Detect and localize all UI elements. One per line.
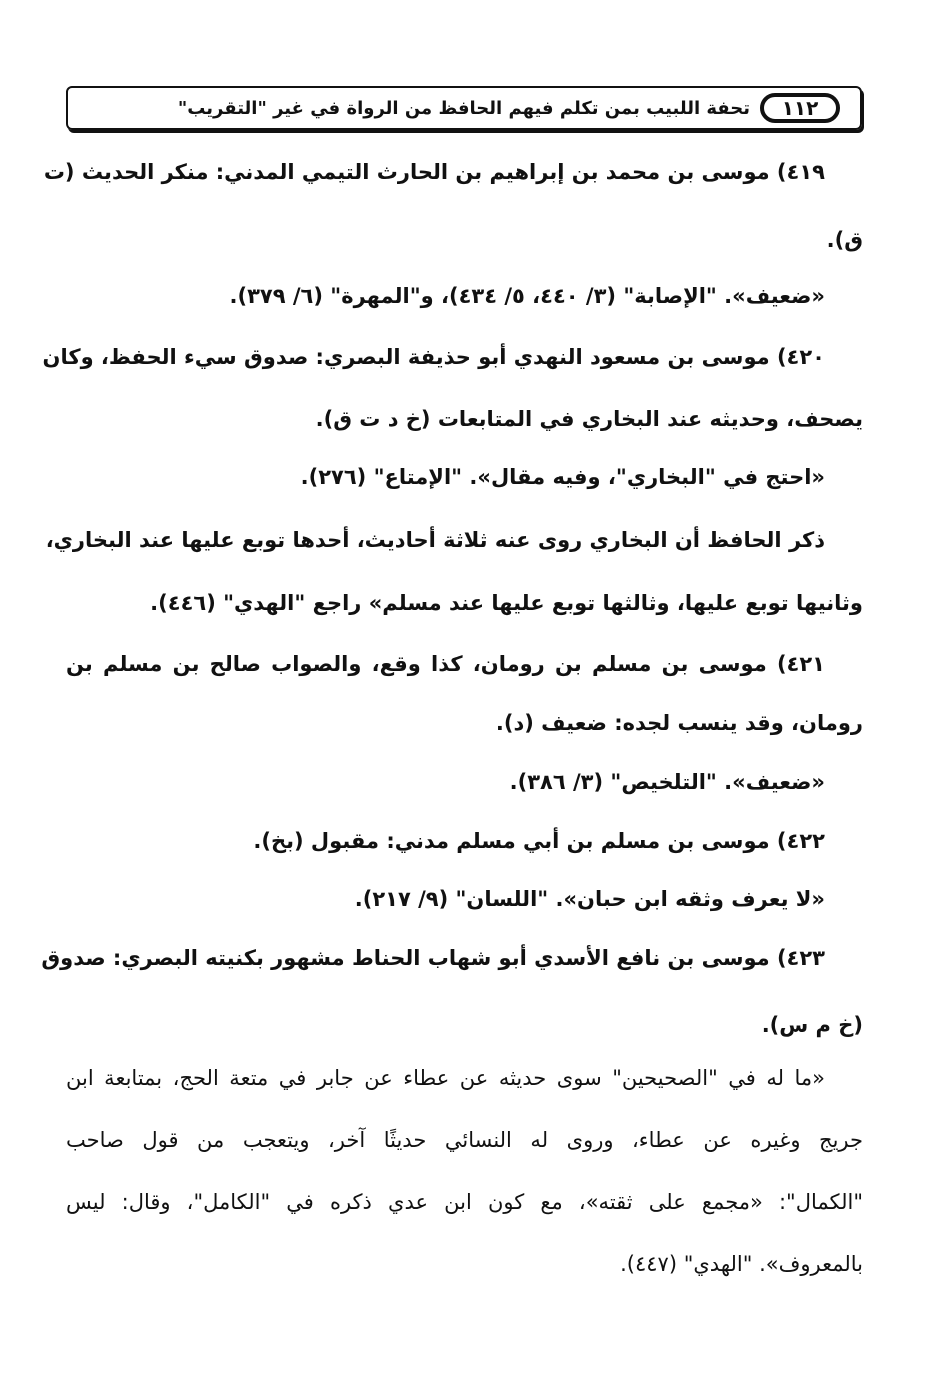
entry-423-note-line-2: جريج وغيره عن عطاء، وروى له النسائي حديثًا آخر، ويتعجب من قول صاحب bbox=[66, 1128, 863, 1152]
entry-420-note-line-3: وثانيها توبع عليها، وثالثها توبع عليها عند مسلم» راجع "الهدي" (٤٤٦). bbox=[150, 591, 863, 615]
entry-421-note: «ضعيف». "التلخيص" (٣/ ٣٨٦). bbox=[509, 770, 825, 794]
entry-423-line-2: (خ م س). bbox=[761, 1013, 863, 1037]
entry-421-line-2: رومان، وقد ينسب لجده: ضعيف (د). bbox=[495, 711, 863, 735]
entry-419-line-1: ٤١٩) موسى بن محمد بن إبراهيم بن الحارث التيمي المدني: منكر الحديث (ت bbox=[43, 160, 825, 184]
running-header bbox=[66, 86, 862, 130]
entry-422-note: «لا يعرف وثقه ابن حبان». "اللسان" (٩/ ٢١٧). bbox=[354, 887, 825, 911]
entry-421-line-1: ٤٢١) موسى بن مسلم بن رومان، كذا وقع، والصواب صالح بن مسلم بن bbox=[66, 652, 825, 676]
entry-420-note-line-2: ذكر الحافظ أن البخاري روى عنه ثلاثة أحاديث، أحدها توبع عليها عند البخاري، bbox=[45, 528, 825, 552]
entry-423-note-line-3: "الكمال": «مجمع على ثقته»، مع كون ابن عدي ذكره في "الكامل"، وقال: ليس bbox=[66, 1190, 863, 1214]
entry-422-line-1: ٤٢٢) موسى بن مسلم بن أبي مسلم مدني: مقبول (بخ). bbox=[253, 829, 825, 853]
entry-419-note: «ضعيف». "الإصابة" (٣/ ٤٤٠، ٥/ ٤٣٤)، و"المهرة" (٦/ ٣٧٩). bbox=[229, 284, 825, 308]
entry-423-line-1: ٤٢٣) موسى بن نافع الأسدي أبو شهاب الحناط مشهور بكنيته البصري: صدوق bbox=[41, 946, 825, 970]
entry-420-line-1: ٤٢٠) موسى بن مسعود النهدي أبو حذيفة البصري: صدوق سيء الحفظ، وكان bbox=[42, 345, 825, 369]
entry-420-note: «احتج في "البخاري"، وفيه مقال». "الإمتاع" (٢٧٦). bbox=[300, 465, 825, 489]
book-title: تحفة اللبيب بمن تكلم فيهم الحافظ من الرواة في غير "التقريب" bbox=[177, 97, 750, 119]
entry-419-line-2: ق). bbox=[826, 228, 863, 252]
entry-423-note-line-1: «ما له في "الصحيحين" سوى حديثه عن عطاء عن جابر في متعة الحج، بمتابعة ابن bbox=[66, 1066, 825, 1090]
page-number: ١١٢ bbox=[760, 93, 840, 123]
entry-420-line-2: يصحف، وحديثه عند البخاري في المتابعات (خ د ت ق). bbox=[315, 407, 863, 431]
entry-423-note-line-4: بالمعروف». "الهدي" (٤٤٧). bbox=[620, 1252, 863, 1276]
